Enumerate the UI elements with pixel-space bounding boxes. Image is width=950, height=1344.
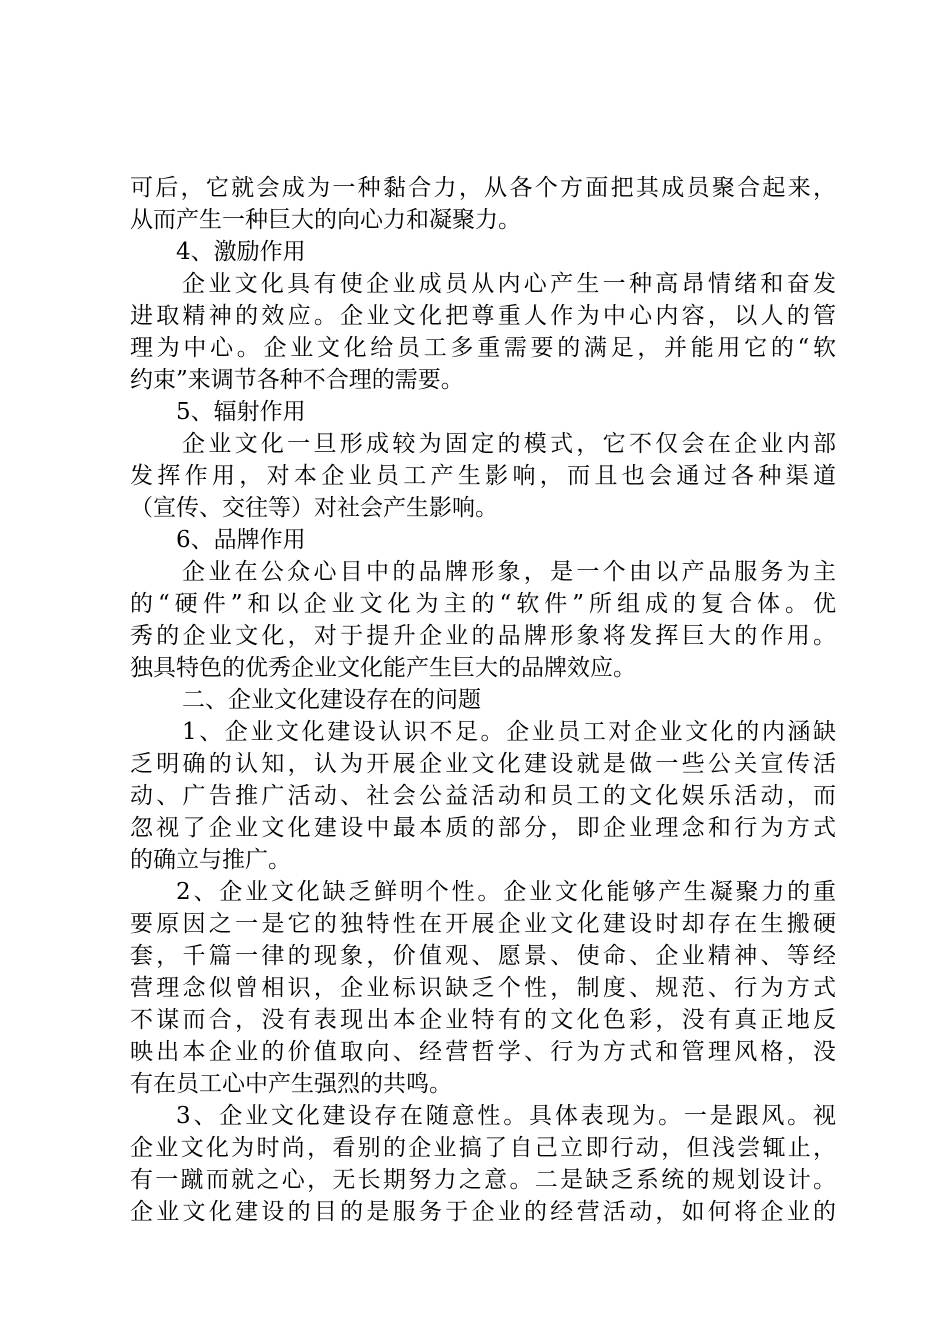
text-line: 进取精神的效应。企业文化把尊重人作为中心内容，以人的管	[130, 303, 836, 329]
text-line: 从而产生一种巨大的向心力和凝聚力。	[130, 207, 521, 233]
text-line: 要原因之一是它的独特性在开展企业文化建设时却存在生搬硬	[130, 911, 836, 937]
text-line: （宣传、交往等）对社会产生影响。	[130, 495, 498, 521]
text-line: 理为中心。企业文化给员工多重需要的满足，并能用它的“软	[130, 335, 836, 361]
text-line: 营理念似曾相识，企业标识缺乏个性，制度、规范、行为方式	[130, 975, 836, 1001]
text-line: 有在员工心中产生强烈的共鸣。	[130, 1071, 452, 1097]
text-line: 乏明确的认知，认为开展企业文化建设就是做一些公关宣传活	[130, 751, 836, 777]
text-line: 企业文化为时尚，看别的企业搞了自己立即行动，但浅尝辄止，	[130, 1135, 836, 1161]
text-line: 6、品牌作用	[176, 527, 306, 553]
text-line: 发挥作用，对本企业员工产生影响，而且也会通过各种渠道	[130, 463, 836, 489]
text-line: 5、辐射作用	[176, 399, 306, 425]
text-line: 企业文化具有使企业成员从内心产生一种高昂情绪和奋发	[182, 271, 836, 297]
text-line: 的确立与推广。	[130, 847, 291, 873]
text-line: 套，千篇一律的现象，价值观、愿景、使命、企业精神、等经	[130, 943, 836, 969]
text-line: 秀的企业文化，对于提升企业的品牌形象将发挥巨大的作用。	[130, 623, 836, 649]
text-line: 映出本企业的价值取向、经营哲学、行为方式和管理风格，没	[130, 1039, 836, 1065]
text-line: 动、广告推广活动、社会公益活动和员工的文化娱乐活动，而	[130, 783, 836, 809]
text-line: 的“硬件”和以企业文化为主的“软件”所组成的复合体。优	[130, 591, 836, 617]
text-line: 企业文化一旦形成较为固定的模式，它不仅会在企业内部	[182, 431, 836, 457]
text-line: 忽视了企业文化建设中最本质的部分，即企业理念和行为方式	[130, 815, 836, 841]
text-line: 企业在公众心目中的品牌形象，是一个由以产品服务为主	[182, 559, 836, 585]
text-line: 独具特色的优秀企业文化能产生巨大的品牌效应。	[130, 655, 636, 681]
text-line: 1、企业文化建设认识不足。企业员工对企业文化的内涵缺	[182, 719, 836, 745]
text-line: 有一蹴而就之心，无长期努力之意。二是缺乏系统的规划设计。	[130, 1167, 836, 1193]
text-line: 不谋而合，没有表现出本企业特有的文化色彩，没有真正地反	[130, 1007, 836, 1033]
document-body	[130, 172, 836, 1228]
text-line: 3、企业文化建设存在随意性。具体表现为。一是跟风。视	[176, 1103, 836, 1129]
text-line: 二、企业文化建设存在的问题	[182, 687, 481, 713]
text-line: 4、激励作用	[176, 239, 306, 265]
text-line: 企业文化建设的目的是服务于企业的经营活动，如何将企业的	[130, 1199, 836, 1225]
text-line: 可后，它就会成为一种黏合力，从各个方面把其成员聚合起来，	[130, 175, 836, 201]
text-line: 约束”来调节各种不合理的需要。	[130, 367, 464, 393]
text-line: 2、企业文化缺乏鲜明个性。企业文化能够产生凝聚力的重	[176, 879, 836, 905]
